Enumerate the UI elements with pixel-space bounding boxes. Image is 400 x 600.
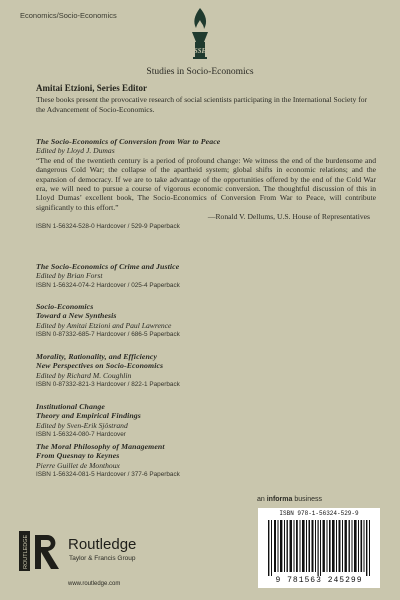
book-entry xyxy=(36,137,376,231)
book-entry xyxy=(36,262,376,290)
book-editor: Pierre Guillet de Monthoux xyxy=(36,460,120,470)
logo-side-text: ROUTLEDGE xyxy=(23,534,29,569)
informa-brand: informa xyxy=(266,496,293,503)
book-title: Morality, Rationality, and Efficiency xyxy=(36,352,158,361)
book-entry xyxy=(36,352,376,390)
category-label: Economics/Socio-Economics xyxy=(20,11,117,20)
book-subtitle: New Perspectives on Socio-Economics xyxy=(36,361,164,371)
book-title: Institutional Change xyxy=(36,402,105,411)
logo-text: SSE xyxy=(193,47,207,55)
book-title: The Moral Philosophy of Management xyxy=(36,442,165,451)
book-isbn: ISBN 1-56324-528-0 Hardcover / 529-9 Paperback xyxy=(36,222,180,230)
informa-tagline xyxy=(257,496,322,503)
book-isbn: ISBN 0-87332-685-7 Hardcover / 686-5 Paperback xyxy=(36,331,180,339)
publisher-name: Routledge xyxy=(68,536,137,553)
sse-torch-logo xyxy=(184,6,216,64)
book-subtitle: Toward a New Synthesis xyxy=(36,311,117,321)
publisher-group: Taylor & Francis Group xyxy=(69,555,136,562)
book-editor: Edited by Amitai Etzioni and Paul Lawrence xyxy=(36,320,172,330)
series-intro: These books present the provocative research of social scientists participating in the International Society for the Advancement of Socio-Economics. xyxy=(36,95,368,114)
book-isbn: ISBN 0-87332-821-3 Hardcover / 822-1 Paperback xyxy=(36,381,180,389)
book-title: The Socio-Economics of Conversion from War to Peace xyxy=(36,137,221,146)
book-editor: Edited by Sven-Erik Sjöstrand xyxy=(36,420,128,430)
book-subtitle: Theory and Empirical Findings xyxy=(36,411,141,421)
book-editor: Edited by Lloyd J. Dumas xyxy=(36,146,115,156)
routledge-logo xyxy=(19,531,63,576)
book-title: The Socio-Economics of Crime and Justice xyxy=(36,262,180,271)
barcode xyxy=(258,508,380,588)
book-title: Socio-Economics xyxy=(36,302,94,311)
barcode-bars xyxy=(266,520,372,576)
book-entry xyxy=(36,442,376,480)
informa-suffix: business xyxy=(292,496,322,503)
book-entry xyxy=(36,402,376,440)
book-isbn: ISBN 1-56324-081-5 Hardcover / 377-6 Paperback xyxy=(36,471,180,479)
publisher-url: www.routledge.com xyxy=(68,581,121,587)
book-isbn: ISBN 1-56324-080-7 Hardcover xyxy=(36,431,126,439)
book-entry xyxy=(36,302,376,340)
book-isbn: ISBN 1-56324-074-2 Hardcover / 025-4 Paperback xyxy=(36,281,180,289)
series-editor: Amitai Etzioni, Series Editor xyxy=(36,83,147,93)
informa-prefix: an xyxy=(257,496,267,503)
quote-attribution: —Ronald V. Dellums, U.S. House of Representatives xyxy=(207,212,370,222)
barcode-digits: 9 781563 245299 xyxy=(275,576,363,585)
barcode-isbn: ISBN 978-1-56324-529-9 xyxy=(279,510,359,517)
book-quote: “The end of the twentieth century is a period of profound change: We witness the end of the burdensome and dangerous Cold War; the collapse of the apartheid system; global shifts in economic relations; and the expansion of democracy. If we are to take advantage of the opportunities offered by the end of the Cold War era, we will need to pursue a course of vigorous economic conversion. The thoughtful discussion of this in Lloyd Dumas’ excellent book, The Socio-Economics of Conversion From War to Peace, will contribute significantly to this effort.” xyxy=(36,155,376,212)
book-subtitle: From Quesnay to Keynes xyxy=(36,451,120,461)
book-editor: Edited by Brian Forst xyxy=(36,271,103,281)
series-title: Studies in Socio-Economics xyxy=(146,67,254,77)
book-editor: Edited by Richard M. Coughlin xyxy=(36,370,132,380)
